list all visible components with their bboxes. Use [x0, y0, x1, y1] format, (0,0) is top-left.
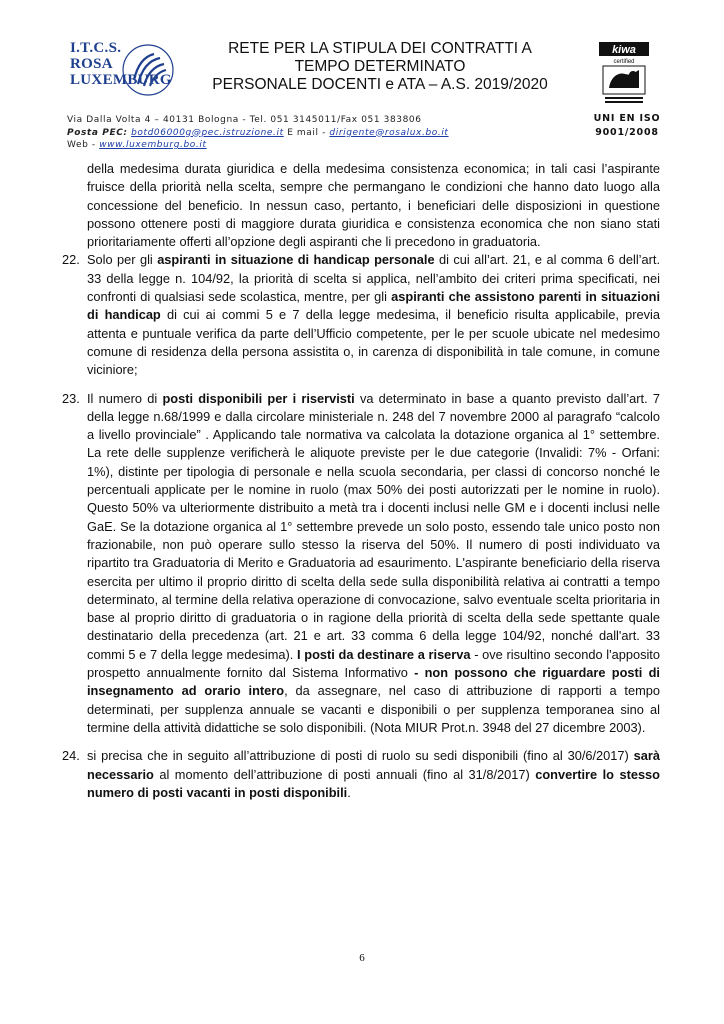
logo-line-3: LUXEMBURG — [70, 72, 172, 88]
item-bold-text: sarà necessario — [87, 748, 660, 782]
item-text: va determinato in base a quanto previsto dall’art. 7 della legge n.68/1999 e dalla circolare ministeriale n. 248 del 7 novembre 2000 al paragrafo “calcolo a livello provinciale” . Applicando tale normativa va calcolata la dotazione organica al 1° settembre. La rete delle supplenze verificherà le aliquote previste per le due categorie (Invalidi: 7% - Orfani: 1%), distinte per tipologia di personale e nella scuola secondaria, per classi di concorso nonché le percentuali applicate per le nomine in ruolo (max 50% dei posti autorizzati per le nomine in ruolo). Questo 50% va ulteriormente distribuito a metà tra i docenti inclusi nelle GM e i docenti inclusi nelle GaE. Se la dotazione organica al 1° settembre prevede un solo posto, essendo tale unico posto non frazionabile, non può operare sullo stesso la riserva del 50%. Il numero di posti individuato va ripartito tra Graduatoria di Merito e Graduatoria ad esaurimento. L'aspirante beneficiario della riserva esercita per ultimo il proprio diritto di scelta della sede sulla disponibilità relativa ai contratti a tempo determinato, al termine della relativa operazione di convocazione, salvo eventuale scelta prioritaria in base al proprio diritto di graduatoria o in ragione della priorità di scelta della sede spettante quale destinatario della precedenza (art. 21 e art. 33 comma 6 della legge 104/92, nonché dall'art. 33 commi 5 e 7 della legge medesima). — [87, 390, 660, 662]
kiwa-certified-logo — [595, 42, 653, 108]
contact-info — [67, 114, 449, 152]
web-line — [67, 139, 449, 152]
title-line-2: TEMPO DETERMINATO — [294, 58, 466, 75]
item-text: , da assegnare, nel caso di attribuzione di rapporti a tempo determinati, per supplenza annuale se vacanti e disponibili o per supplenza temporanea sino al termine della attività didattiche se solo disponibili. (Nota MIUR Prot.n. 3948 del 27 dicembre 2003). — [87, 683, 661, 735]
address-line: Via Dalla Volta 4 – 40131 Bologna - Tel. 051 3145011/Fax 051 383806 — [67, 115, 422, 125]
continuation-paragraph: della medesima durata giuridica e della medesima consistenza economica; in tali casi l’aspirante fruisce della priorità nella scelta, sempre che permangano le condizioni che hanno dato luogo alla concessione del beneficio. In nessun caso, pertanto, i beneficiari delle disposizioni in questione possono ottenere posti di maggiore durata giuridica e consistenza economica che non siano stati prioritariamente offerti all’opzione degli aspiranti che li precedono in graduatoria. — [87, 161, 660, 250]
item-text: al momento dell’attribuzione di posti annuali (fino al 31/8/2017) — [153, 766, 536, 782]
item-text: di cui ai commi 5 e 7 della legge medesima, il beneficio risulta applicabile, previa attenta e puntuale verifica da parte dell’Ufficio competente, per le per scuole ubicate nel medesimo comune di residenza della persona assistita o, in carenza di disponibilità in tale comune, in comune viciniore; — [87, 307, 660, 378]
school-seal-icon — [120, 42, 176, 98]
kiwa-tag-text: certified — [613, 59, 635, 65]
title-line-1: RETE PER LA STIPULA DEI CONTRATTI A — [228, 40, 532, 57]
list-item-23 — [62, 390, 661, 738]
list-item-24 — [62, 747, 660, 802]
document-title — [190, 40, 570, 94]
logo-line-1: I.T.C.S. — [70, 40, 122, 56]
item-bold-text: aspiranti in situazione di handicap personale — [157, 252, 435, 268]
item-bold-text: - non possono che riguardare posti di insegnamento ad orario intero — [87, 665, 660, 699]
letterhead — [0, 0, 724, 160]
item-number: 23. — [62, 390, 80, 406]
item-text: - ove risultino secondo l'apposito prospetto annualmente fornito dal Sistema Informativo — [87, 646, 660, 681]
email-label: E mail - — [287, 127, 326, 138]
item-text: si precisa che in seguito all’attribuzione di posti di ruolo su sedi disponibili (fino al 30/6/2017) — [87, 748, 634, 764]
pec-email-link[interactable]: botd06000g@pec.istruzione.it — [131, 127, 284, 138]
email-link[interactable]: dirigente@rosalux.bo.it — [329, 127, 449, 138]
item-text: di cui all’art. 21, e al comma 6 dell’art. 33 della legge n. 104/92, la priorità di scelta si applica, nell’ambito dei criteri prima specificati, nei confronti di qualsiasi sede scolastica, mentre, per gli — [87, 252, 661, 305]
list-item-22 — [62, 251, 661, 379]
title-line-3: PERSONALE DOCENTI e ATA – A.S. 2019/2020 — [212, 76, 548, 93]
item-text: Solo per gli — [87, 252, 158, 268]
item-text: . — [347, 784, 351, 800]
page-number: 6 — [359, 952, 365, 964]
logo-line-2: ROSA — [70, 56, 113, 72]
iso-line-2: 9001/2008 — [595, 127, 659, 138]
item-number: 22. — [62, 252, 80, 268]
web-label: Web - — [67, 140, 96, 150]
item-bold-text: I posti da destinare a riserva — [297, 646, 471, 662]
iso-certification — [582, 112, 672, 140]
pec-label: Posta PEC: — [67, 127, 128, 138]
item-bold-text: posti disponibili per i riservisti — [162, 390, 355, 406]
iso-line-1: UNI EN ISO — [593, 113, 661, 124]
kiwa-brand-text: kiwa — [612, 44, 636, 56]
pec-line — [67, 127, 449, 140]
item-text: Il numero di — [87, 390, 163, 406]
document-body — [62, 160, 661, 802]
item-bold-text: aspiranti che assistono parenti in situazioni di handicap — [87, 289, 661, 323]
item-bold-text: convertire lo stesso numero di posti vacanti in posti disponibili — [87, 766, 660, 800]
website-link[interactable]: www.luxemburg.bo.it — [99, 140, 207, 150]
item-number: 24. — [62, 748, 80, 764]
school-logo — [70, 40, 180, 100]
